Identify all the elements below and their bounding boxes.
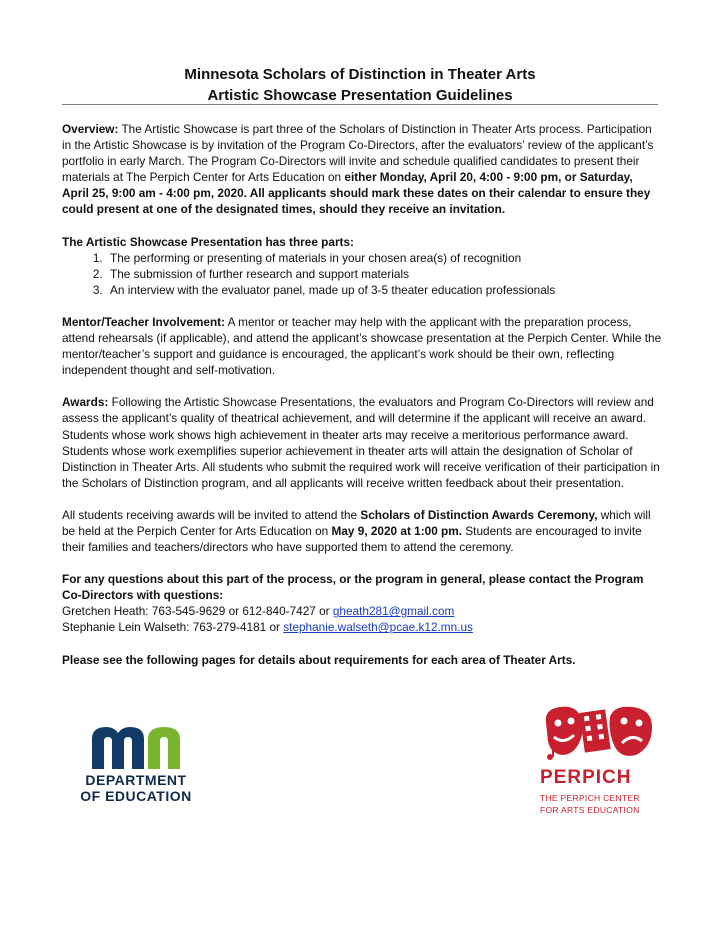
document-title <box>62 64 658 106</box>
closing-paragraph <box>62 652 662 668</box>
document-body <box>62 121 662 668</box>
overview-bold-text: either Monday, April 20, 4:00 - 9:00 pm, or Saturday, April 25, 9:00 am - 4:00 pm, 2020. All applicants should mark these dates on their calendar to ensure they could present at one of the designated times, should they receive an invitation. <box>62 170 651 217</box>
overview-label: Overview: <box>62 122 119 136</box>
title-line-2: Artistic Showcase Presentation Guidelines <box>207 87 513 104</box>
ceremony-text-3: Students are encouraged to invite their families and teachers/directors who have supported them to attend the ceremony. <box>62 523 642 555</box>
email-link-gheath[interactable]: gheath281@gmail.com <box>332 604 455 619</box>
contact-line-1 <box>62 603 662 619</box>
awards-text: Following the Artistic Showcase Presentations, the evaluators and Program Co-Directors will review and assess the applicant’s quality of theatrical achievement, and will determine if the applicant will receive an award. Students whose work shows high achievement in theater arts may receive a meritorious performance award. Students whose work exemplifies superior achievement in theater arts will attain the designation of Scholar of Distinction in Theater Arts. All students who submit the required work will receive verification of their participation in the Scholars of Distinction program, and all applicants will receive written feedback about their presentation. <box>62 395 660 490</box>
ceremony-bold-2: May 9, 2020 at 1:00 pm. <box>331 523 463 538</box>
list-item: 3. An interview with the evaluator panel, made up of 3-5 theater education professionals <box>106 282 662 298</box>
contact-heading-text: For any questions about this part of the process, or the program in general, please contact the Program Co-Directors with questions: <box>62 572 644 603</box>
overview-text: The Artistic Showcase is part three of the Scholars of Distinction in Theater Arts process. Participation in the Artistic Showcase is by invitation of the Program Co-Directors, after the evaluators’ review of the applicant’s portfolio in early March. The Program Co-Directors will invite and schedule qualified candidates to present their materials at The Perpich Center for Arts Education on <box>62 122 654 185</box>
mentor-label: Mentor/Teacher Involvement: <box>62 314 226 329</box>
ceremony-text-1: All students receiving awards will be invited to attend the <box>62 507 361 522</box>
contact-1-text: Gretchen Heath: 763-545-9629 or 612-840-7427 or <box>62 604 333 619</box>
mentor-text: A mentor or teacher may help with the applicant with the preparation process, attend rehearsals (if applicable), and attend the applicant’s showcase presentation at the Perpich Center. While the mentor/teacher’s support and guidance is encouraged, the applicant’s work should be their own, reflecting independent thought and self-motivation. <box>62 314 662 378</box>
perpich-subtitle-line-2: FOR ARTS EDUCATION <box>540 805 640 815</box>
ceremony-paragraph <box>62 507 662 555</box>
closing-text: Please see the following pages for details about requirements for each area of Theater Arts. <box>62 652 576 667</box>
mn-department-of-education-logo <box>74 725 198 805</box>
awards-paragraph <box>62 394 662 491</box>
perpich-center-logo <box>540 701 658 816</box>
mn-logo-line-2: OF EDUCATION <box>80 788 192 804</box>
parts-heading <box>62 234 662 250</box>
mentor-paragraph <box>62 314 662 378</box>
title-line-1: Minnesota Scholars of Distinction in Theater Arts <box>184 66 536 83</box>
perpich-subtitle-line-1: THE PERPICH CENTER <box>540 793 640 803</box>
contact-2-text: Stephanie Lein Walseth: 763-279-4181 or <box>62 620 284 635</box>
parts-heading-text: The Artistic Showcase Presentation has three parts: <box>62 234 354 249</box>
awards-label: Awards: <box>62 395 109 410</box>
parts-list <box>62 250 662 298</box>
title-divider <box>62 104 658 105</box>
list-item: 1. The performing or presenting of materials in your chosen area(s) of recognition <box>106 250 662 266</box>
ceremony-text-2: which will be held at the Perpich Center for Arts Education on <box>62 507 651 538</box>
list-item: 2. The submission of further research and support materials <box>106 266 662 282</box>
perpich-name: PERPICH <box>540 767 632 788</box>
contact-line-2 <box>62 619 662 635</box>
overview-paragraph <box>62 121 662 218</box>
mn-logo-icon <box>74 725 198 769</box>
email-link-swalseth[interactable]: stephanie.walseth@pcae.k12.mn.us <box>283 620 473 635</box>
perpich-masks-icon <box>540 701 658 763</box>
mn-logo-line-1: DEPARTMENT <box>85 772 187 788</box>
ceremony-bold-1: Scholars of Distinction Awards Ceremony, <box>360 507 598 522</box>
contact-heading <box>62 571 662 603</box>
